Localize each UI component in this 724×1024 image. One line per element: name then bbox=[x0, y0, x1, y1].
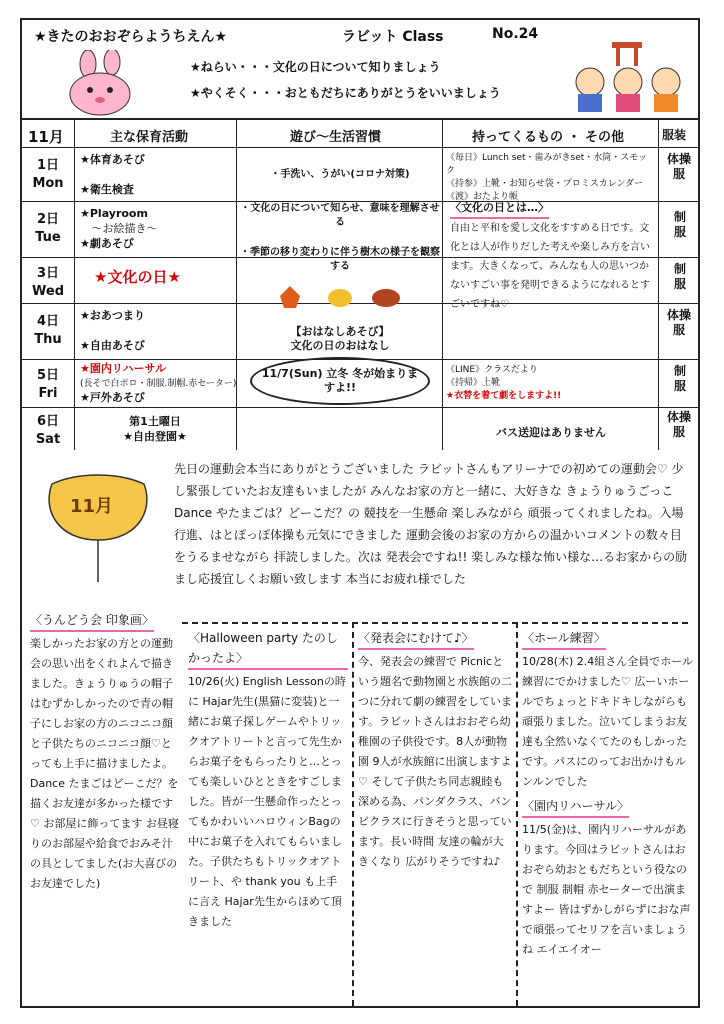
activity-cell bbox=[80, 206, 230, 251]
kids-illustration bbox=[562, 38, 692, 114]
clothes-cell: 体操服 bbox=[666, 152, 691, 181]
activity-item: ～お絵描き～ bbox=[91, 222, 158, 235]
activity-item: (長そで白ポロ・制服.制帽.赤セーター) bbox=[80, 379, 237, 389]
month-label: 11月 bbox=[28, 128, 64, 146]
bring-item: 《持参》上靴・お知らせ袋・プロミスカレンダー bbox=[446, 179, 644, 189]
date-label: 1日 bbox=[36, 158, 60, 173]
weekday-label: Wed bbox=[32, 284, 64, 299]
activity-item: ★自由あそび bbox=[80, 339, 145, 352]
halloween-section bbox=[188, 628, 348, 932]
activity-item: ★おあつまり bbox=[80, 309, 145, 322]
activity-cell bbox=[80, 362, 240, 405]
hall-practice-section bbox=[522, 628, 694, 960]
clothes-cell: 制服 bbox=[673, 364, 686, 393]
bring-monday bbox=[446, 152, 656, 204]
weekday-label: Fri bbox=[38, 386, 58, 401]
winter-start-bubble: 11/7(Sun) 立冬 冬が始まりますよ!! bbox=[250, 357, 430, 405]
undokai-text: 楽しかったお家の方との運動会の思い出をくれよんで描きました。きょうりゅうの帽子はむずかしかったので青の帽子にしお家の方のニコニコ顔と子供たちのニコニコ顔♡とっても上手に描けましたよ。Dance たまごはどーこだ？を描くお友達が多かった様です♡ お部屋に飾ってます お昼寝りのお部屋や給食でおみそ汁の具としてました(お大喜びのお友達でした) bbox=[30, 637, 179, 890]
activity-item: ★自由登園★ bbox=[123, 430, 187, 443]
promise-text: ★やくそく・・・おともだちにありがとうをいいましょう bbox=[190, 86, 501, 100]
autumn-leaves-illustration bbox=[260, 282, 420, 312]
weekday-label: Tue bbox=[35, 230, 61, 245]
day-date bbox=[22, 310, 74, 349]
day-date bbox=[22, 410, 74, 449]
bring-item: 《渡》おたより帳 bbox=[446, 192, 519, 202]
rehearsal-text: 11/5(金)は、園内リハーサルがあります。今回はラビットさんはおおぞら幼おともだちという役なので 制服 制帽 赤セーターで出演ますよー 皆はずかしがらずにおな声で頑張ってセリフを言いましょうね エイエイオー bbox=[522, 823, 691, 956]
school-name: ★きたのおおぞらようちえん★ bbox=[34, 29, 228, 45]
weekday-label: Sat bbox=[35, 432, 61, 447]
bring-column-header: 持ってくるもの ・ その他 bbox=[472, 130, 625, 145]
bring-item: 《LINE》クラスだより bbox=[446, 365, 538, 375]
activity-cell bbox=[80, 414, 230, 444]
activity-cell bbox=[80, 308, 230, 353]
recital-title: 〈発表会にむけて♪〉 bbox=[358, 628, 474, 650]
class-name: ラビット Class bbox=[342, 29, 444, 45]
date-label: 5日 bbox=[36, 368, 60, 383]
ginkgo-leaf-illustration bbox=[38, 470, 158, 590]
hall-practice-title: 〈ホール練習〉 bbox=[522, 628, 606, 650]
play-item: ・文化の日について知らせ、意味を理解させる bbox=[240, 203, 440, 228]
story-title: 【おはなしあそび】 bbox=[290, 325, 390, 338]
play-item: ・季節の移り変わりに伴う樹木の様子を観察する bbox=[240, 247, 440, 272]
newsletter-page bbox=[20, 18, 700, 1008]
table-header-row bbox=[22, 120, 698, 148]
aim-text: ★ねらい・・・文化の日について知りましょう bbox=[190, 60, 441, 74]
day-date bbox=[22, 364, 74, 403]
activity-cell bbox=[80, 152, 230, 197]
weekday-label: Thu bbox=[34, 332, 62, 347]
newsletter-body bbox=[22, 450, 698, 1006]
undokai-title: 〈うんどう会 印象画〉 bbox=[30, 610, 154, 632]
culture-day-note bbox=[450, 198, 658, 348]
activity-item: ★戸外あそび bbox=[80, 391, 145, 404]
activity-column-header: 主な保育活動 bbox=[110, 130, 189, 145]
play-column-header: 遊び～生活習慣 bbox=[290, 130, 382, 145]
recital-section bbox=[358, 628, 512, 872]
rehearsal-title: 〈園内リハーサル〉 bbox=[522, 796, 629, 818]
clothes-cell: 体操服 bbox=[666, 410, 691, 439]
culture-day-note-text: 自由と平和を愛し文化をすすめる日です。文化とは人が作りだした考えや楽しみ方を言います。大きくなって、みんなも人の思いつかないすごい事を発明できるようになれるとすごいですね♡ bbox=[450, 223, 650, 310]
play-item: ・手洗い、うがい(コロナ対策) bbox=[270, 169, 410, 180]
culture-day-activity: ★文化の日★ bbox=[94, 268, 181, 286]
day-date bbox=[22, 154, 74, 193]
weekday-label: Mon bbox=[32, 176, 64, 191]
day-date bbox=[22, 208, 74, 247]
intro-message: 先日の運動会本当にありがとうございました ラビットさんもアリーナでの初めての運動会♡ 少し緊張していたお友達もいましたが みんなお家の方と一緒に、大好きな きょうりゅうごっこ Dance やたまごは？どーこだ？の 競技を一生懸命 楽しみながら 頑張ってくれましたね。入場行進、はとぽっぽ体操も元気にできました 運動会後のお家の方からの温かいコメントの数々目をうるませながら 拝読しました。次は 発表会ですね!! 楽しみな様な怖い様な…るお家からの励まし応援宜しくお願い致します 本当にお疲れ様でした bbox=[174, 462, 688, 586]
clothes-cell: 体操服 bbox=[666, 308, 691, 337]
date-label: 6日 bbox=[36, 414, 60, 429]
leaf-month-label: 11月 bbox=[70, 496, 114, 517]
bring-item: 《持帰》上靴 bbox=[446, 378, 501, 388]
date-label: 3日 bbox=[36, 266, 60, 281]
no-bus-note: バス送迎はありません bbox=[496, 426, 606, 439]
issue-number: No.24 bbox=[492, 26, 539, 42]
hall-practice-text: 10/28(木) 2.4組さん全員でホール練習にでかけました♡ 広ーいホールでちょっとドキドキしながらも頑張りました。泣いてしまうお友達も全然いなくてたのもしかったです。パスにのってお出かけもルンルンでした bbox=[522, 655, 694, 788]
clothes-cell: 制服 bbox=[673, 262, 686, 291]
activity-item: ★園内リハーサル bbox=[80, 362, 166, 375]
activity-item: 第1土曜日 bbox=[129, 415, 181, 428]
clothes-column-header: 服装 bbox=[662, 128, 687, 142]
recital-text: 今、発表会の練習で Picnicという題名で動物園と水族館の二つに分れて劇の練習をしています。ラビットさんはおおぞら幼稚園の子供役です。8人が動物園 9人が水族館に出演しますよ♡ そして子供たち同志親睦も深める為、パンダクラス、バンビクラスに行きそうと思っています。長い時間 友達の輪が大きくなり 広がりそうですね♪ bbox=[358, 655, 512, 868]
day-date bbox=[22, 262, 74, 301]
halloween-title: 〈Halloween party たのしかったよ〉 bbox=[188, 628, 348, 670]
undokai-section bbox=[30, 610, 180, 894]
date-label: 2日 bbox=[36, 212, 60, 227]
story-text: 文化の日のおはなし bbox=[290, 339, 390, 352]
culture-day-note-title: 〈文化の日とは…〉 bbox=[450, 198, 549, 219]
halloween-text: 10/26(火) English Lessonの時に Hajar先生(黒猫に変装)と一緒にお菓子探しゲームやトリックオアトリートと言って先生からお菓子をもらったりと…とっても楽しいひとときをすごしました。皆が一生懸命作ったとってもかわいいハロウィンBagの中にお菓子を入れてもらいました。子供たちもトリックオアトリート、や thank you も上手に言え Hajar先生からほめて頂きました bbox=[188, 675, 346, 928]
bring-item: 《毎日》Lunch set・歯みがきset・水筒・スモック bbox=[446, 153, 648, 176]
date-label: 4日 bbox=[36, 314, 60, 329]
weekly-schedule-table bbox=[22, 120, 698, 450]
newsletter-header bbox=[22, 20, 698, 120]
bring-friday bbox=[446, 364, 656, 403]
activity-item: ★体育あそび bbox=[80, 153, 145, 166]
activity-item: ★Playroom bbox=[80, 207, 148, 220]
play-column bbox=[240, 148, 440, 450]
clothes-cell: 制服 bbox=[673, 210, 686, 239]
bunny-illustration bbox=[62, 50, 142, 116]
activity-item: ★衛生検査 bbox=[80, 183, 134, 196]
activity-item: ★劇あそび bbox=[80, 237, 134, 250]
bring-note: ★衣替を着て劇をしますよ!! bbox=[446, 391, 562, 401]
